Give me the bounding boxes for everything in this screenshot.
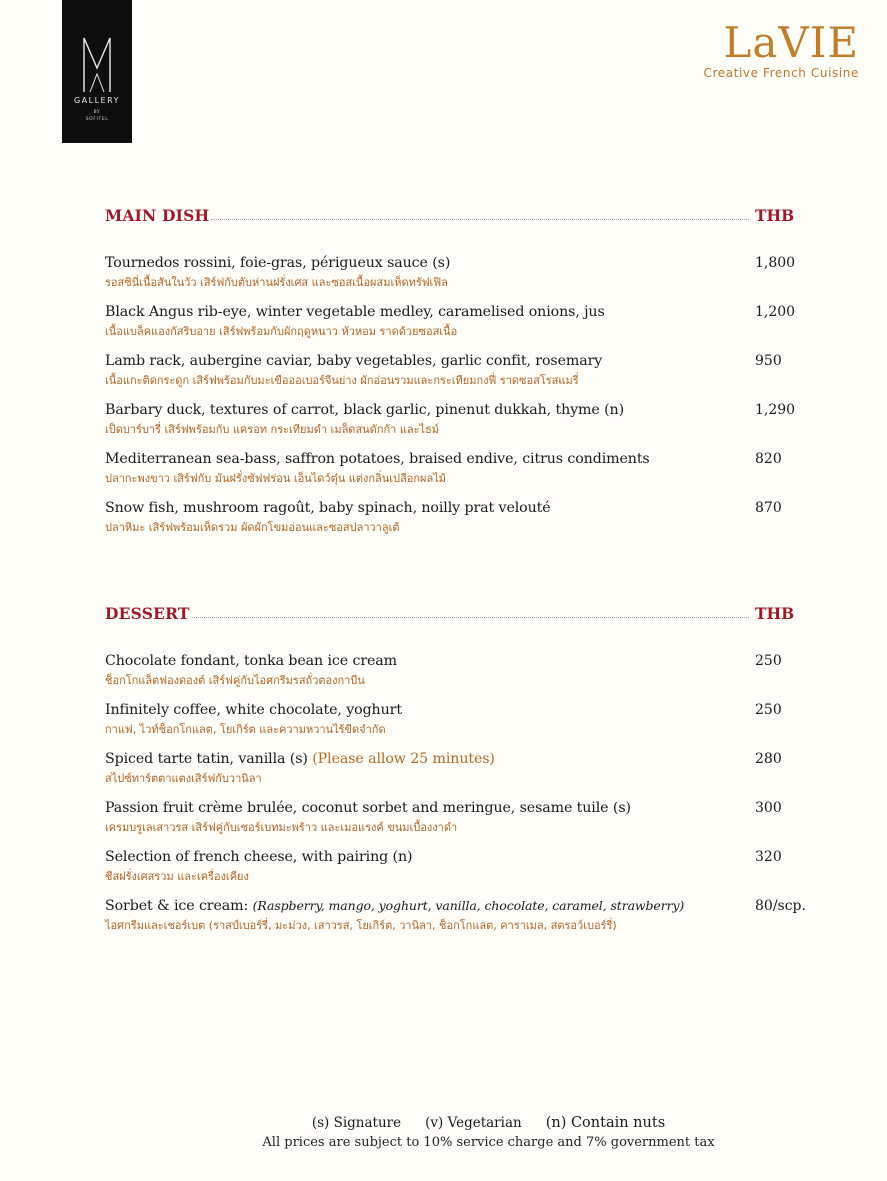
menu-item-thai-description: เป็ดบาร์บารี่ เสิร์ฟพร้อมกับ แครอท กระเทียมดำ เมล็ดสนดักก้า และไธม์ — [105, 423, 440, 436]
menu-item-name-text: Spiced tarte tatin, vanilla (s) — [105, 751, 313, 767]
menu-item — [105, 700, 815, 749]
menu-item-name — [105, 896, 755, 916]
menu-item-price: 1,800 — [755, 255, 796, 271]
menu-item — [105, 651, 815, 700]
menu-item-thai-description: ปลากะพงขาว เสิร์ฟกับ มันฝรั่งซัฟฟร่อน เอ็นไดว์ตุ๋น แต่งกลิ่นเปลือกผลไม้ — [105, 472, 446, 485]
menu-item-price: 250 — [755, 702, 782, 718]
menu-item — [105, 400, 815, 449]
menu-item-price: 1,200 — [755, 304, 796, 320]
menu-item-thai-description: ชีสฝรั่งเศสรวม และเครื่องเคียง — [105, 870, 249, 883]
main-dish-list — [105, 253, 815, 547]
lavie-logo-name: LaVIE — [723, 18, 859, 67]
menu-item-name: Black Angus rib-eye, winter vegetable medley, caramelised onions, jus — [105, 304, 605, 320]
menu-item-prep-note: (Please allow 25 minutes) — [312, 751, 495, 767]
menu-item-thai-description: รอสซินี่เนื้อสันในวัว เสิร์ฟกับตับห่านฝรั่งเศส และซอสเนื้อผสมเห็ดทรัฟเฟิล — [105, 276, 448, 289]
menu-item-price: 950 — [755, 353, 782, 369]
menu-item-price: 250 — [755, 653, 782, 669]
section-divider — [192, 617, 749, 618]
menu-item — [105, 302, 815, 351]
menu-item-thai-description: สไปซ์ทาร์ตตาแตงเสิร์ฟกับวานิลา — [105, 772, 262, 785]
menu-item-name: Tournedos rossini, foie-gras, périgueux sauce (s) — [105, 255, 451, 271]
menu-item-thai-description: เครมบรูเลเสาวรส เสิร์ฟคู่กับเชอร์เบทมะพร้าว และเมอแรงค์ ขนมเบื้องงาดำ — [105, 821, 458, 834]
menu-item — [105, 351, 815, 400]
menu-item-flavours: (Raspberry, mango, yoghurt, vanilla, chocolate, caramel, strawberry) — [252, 898, 685, 913]
menu-item-thai-description: ช็อกโกแล็ตฟองดองต์ เสิร์ฟคู่กับไอศกรีมรสถั่วตองกาบีน — [105, 674, 365, 687]
menu-item-name: Mediterranean sea-bass, saffron potatoes, braised endive, citrus condiments — [105, 451, 650, 467]
dessert-section — [105, 599, 815, 945]
main-dish-section — [105, 201, 815, 547]
menu-footer — [0, 1115, 887, 1150]
gallery-logo-by: BY — [93, 110, 101, 115]
menu-item-name — [105, 798, 755, 818]
menu-item-thai-description: ปลาหิมะ เสิร์ฟพร้อมเห็ดรวม ผัดผักโขมอ่อนและซอสปลาวาลูเต้ — [105, 521, 400, 534]
dessert-header — [105, 599, 815, 623]
gallery-logo-name: GALLERY — [73, 96, 121, 105]
menu-item-name: Snow fish, mushroom ragoût, baby spinach, noilly prat velouté — [105, 500, 551, 516]
legend-nuts: (n) Contain nuts — [545, 1115, 666, 1131]
menu-item-price: 300 — [755, 800, 782, 816]
menu-item-name-text: Chocolate fondant, tonka bean ice cream — [105, 653, 398, 669]
main-dish-currency: THB — [755, 206, 795, 225]
menu-item-price: 820 — [755, 451, 782, 467]
menu-item-price: 80/scp. — [755, 898, 806, 914]
legend-vegetarian: (v) Vegetarian — [425, 1115, 522, 1131]
menu-item-name: Barbary duck, textures of carrot, black garlic, pinenut dukkah, thyme (n) — [105, 402, 625, 418]
menu-item — [105, 749, 815, 798]
menu-item-name — [105, 700, 755, 720]
legend-signature: (s) Signature — [311, 1115, 402, 1131]
section-divider — [211, 219, 749, 220]
menu-item-thai-description: เนื้อแกะติดกระดูก เสิร์ฟพร้อมกับมะเขือออเบอร์จีนย่าง ผักอ่อนรวมและกระเทียมกงฟี่ ราดซอสโรสแมรี่ — [105, 374, 579, 387]
dessert-title: DESSERT — [105, 604, 190, 623]
lavie-logo-tagline: Creative French Cuisine — [703, 66, 859, 80]
main-dish-header — [105, 201, 815, 225]
menu-item-thai-description: กาแฟ, ไวท์ช็อกโกแลต, โยเกิร์ต และความหวานไร้ขีดจำกัด — [105, 723, 386, 736]
menu-item — [105, 449, 815, 498]
menu-item — [105, 798, 815, 847]
menu-item-price: 280 — [755, 751, 782, 767]
menu-item-name-text: Infinitely coffee, white chocolate, yoghurt — [105, 702, 402, 718]
menu-item-name — [105, 749, 755, 769]
menu-item-thai-description: ไอศกรีมและเชอร์เบต (ราสป์เบอร์รี่, มะม่วง, เสาวรส, โยเกิร์ต, วานิลา, ช็อกโกแลต, คาราเมล, สตรอว์เบอร์รี่) — [105, 919, 617, 932]
menu-item-name-text: Passion fruit crème brulée, coconut sorbet and meringue, sesame tuile (s) — [105, 800, 631, 816]
main-dish-title: MAIN DISH — [105, 206, 210, 225]
menu-item — [105, 847, 815, 896]
tax-note: All prices are subject to 10% service charge and 7% government tax — [262, 1135, 715, 1150]
menu-item-price: 1,290 — [755, 402, 796, 418]
mgallery-m-icon — [80, 34, 114, 94]
menu-item-price: 870 — [755, 500, 782, 516]
menu-item — [105, 896, 815, 945]
menu-item — [105, 253, 815, 302]
gallery-logo-brand: SOFITEL — [85, 117, 109, 122]
menu-item-thai-description: เนื้อแบล็คแองกัสริบอาย เสิร์ฟพร้อมกับผักฤดูหนาว หัวหอม ราดด้วยซอสเนื้อ — [105, 325, 458, 338]
menu-item-name-text: Sorbet & ice cream: — [105, 898, 253, 914]
menu-item-price: 320 — [755, 849, 782, 865]
menu-item — [105, 498, 815, 547]
menu-item-name-text: Selection of french cheese, with pairing (n) — [105, 849, 413, 865]
legend — [90, 1115, 887, 1131]
menu-item-name — [105, 847, 755, 867]
menu-item-name — [105, 651, 755, 671]
dessert-currency: THB — [755, 604, 795, 623]
lavie-logo — [703, 20, 859, 80]
menu-item-name: Lamb rack, aubergine caviar, baby vegetables, garlic confit, rosemary — [105, 353, 603, 369]
mgallery-logo — [62, 0, 132, 143]
dessert-list — [105, 651, 815, 945]
